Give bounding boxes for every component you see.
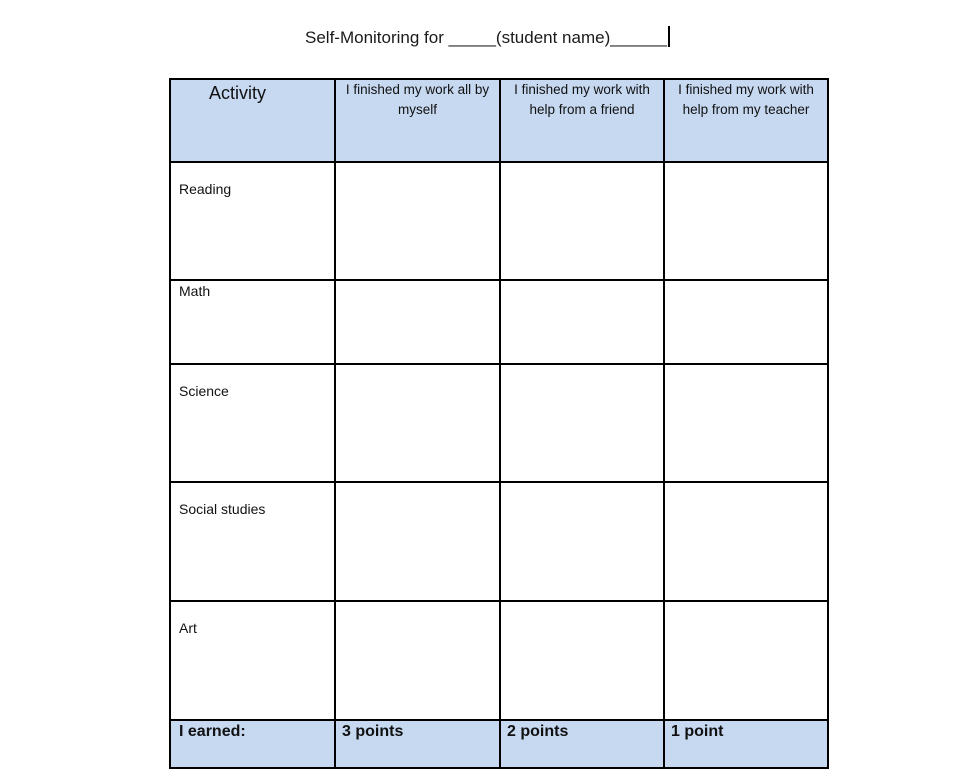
row-label-math: Math xyxy=(170,280,335,364)
footer-points-1: 1 point xyxy=(664,720,828,768)
footer-earned-label: I earned: xyxy=(170,720,335,768)
row-label-reading: Reading xyxy=(170,162,335,280)
table-row xyxy=(170,280,828,364)
row-label-social-studies: Social studies xyxy=(170,482,335,601)
check-cell[interactable] xyxy=(335,601,500,720)
check-cell[interactable] xyxy=(664,601,828,720)
title-prefix: Self-Monitoring for xyxy=(305,28,449,47)
title-blank-first: _____ xyxy=(448,28,496,47)
title-blank-second: ______ xyxy=(610,28,667,47)
table-row xyxy=(170,482,828,601)
footer-points-2: 2 points xyxy=(500,720,664,768)
check-cell[interactable] xyxy=(500,280,664,364)
table-row xyxy=(170,601,828,720)
text-cursor xyxy=(668,26,670,47)
check-cell[interactable] xyxy=(335,162,500,280)
row-label-science: Science xyxy=(170,364,335,482)
check-cell[interactable] xyxy=(500,601,664,720)
header-activity: Activity xyxy=(170,79,335,162)
document-title xyxy=(305,26,670,50)
check-cell[interactable] xyxy=(664,364,828,482)
title-student-name-label: (student name) xyxy=(495,28,611,47)
table-header-row xyxy=(170,79,828,162)
row-label-art: Art xyxy=(170,601,335,720)
header-help-teacher: I finished my work with help from my teacher xyxy=(664,79,828,162)
table-footer-row xyxy=(170,720,828,768)
check-cell[interactable] xyxy=(664,162,828,280)
header-help-friend: I finished my work with help from a friend xyxy=(500,79,664,162)
self-monitoring-table xyxy=(169,78,829,769)
check-cell[interactable] xyxy=(500,482,664,601)
header-by-myself: I finished my work all by myself xyxy=(335,79,500,162)
check-cell[interactable] xyxy=(500,162,664,280)
check-cell[interactable] xyxy=(335,482,500,601)
footer-points-3: 3 points xyxy=(335,720,500,768)
check-cell[interactable] xyxy=(335,364,500,482)
check-cell[interactable] xyxy=(664,482,828,601)
table-row xyxy=(170,162,828,280)
check-cell[interactable] xyxy=(664,280,828,364)
check-cell[interactable] xyxy=(500,364,664,482)
check-cell[interactable] xyxy=(335,280,500,364)
table-row xyxy=(170,364,828,482)
